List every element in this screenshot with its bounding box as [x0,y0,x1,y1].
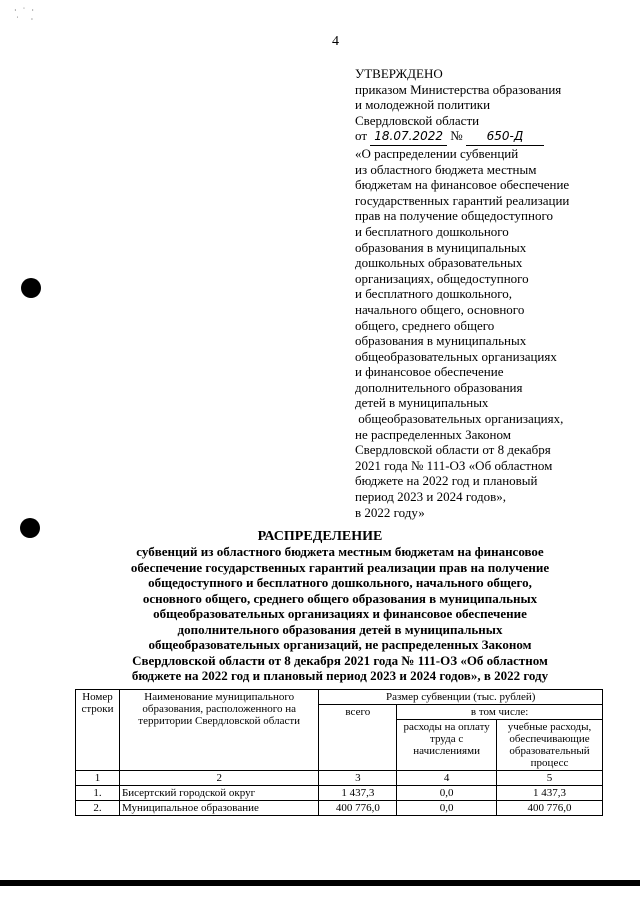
labor-value: 0,0 [397,801,497,816]
handwritten-date: 18.07.2022 [370,129,447,146]
order-title-line: и бесплатного дошкольного, [355,286,513,302]
header-row-number: Номер строки [76,690,120,771]
column-number: 3 [319,771,397,786]
date-prefix: от [355,128,368,144]
order-title-line: «О распределении субвенций [355,145,519,161]
table-row [76,786,603,801]
header-municipality: Наименование муниципального образования, расположенного на территории Свердловской области [119,690,318,771]
order-title-line: не распределенных Законом [355,426,511,442]
document-subtitle [100,544,580,684]
educational-value: 400 776,0 [497,801,603,816]
page-number: 4 [332,34,339,49]
order-title-line: бюджете на 2022 год и плановый [355,473,538,489]
order-title-line: в 2022 году» [355,504,425,520]
subtitle-line: Свердловской области от 8 декабря 2021 года № 111-ОЗ «Об областном [132,652,548,668]
municipality-name: Бисертский городской округ [119,786,318,801]
column-number: 1 [76,771,120,786]
order-title-line: период 2023 и 2024 годов», [355,489,507,505]
order-title-line: образования в муниципальных [355,333,527,349]
subtitle-line: общеобразовательных организациях и финансовое обеспечение [153,606,527,621]
table-row [76,801,603,816]
header-labor-costs: расходы на оплату труда с начислениями [397,720,497,771]
approval-line: Свердловской области [355,112,480,128]
order-title-line: общеобразовательных организациях, [355,411,564,427]
order-title-line: 2021 года № 111-ОЗ «Об областном [355,457,553,473]
column-number: 4 [397,771,497,786]
approval-line: приказом Министерства образования [355,81,562,97]
order-title-line: и бесплатного дошкольного [355,223,509,239]
subtitle-line: субвенций из областного бюджета местным бюджетам на финансовое [136,544,544,559]
approval-heading: УТВЕРЖДЕНО [355,66,443,81]
subtitle-line: дополнительного образования детей в муниципальных [177,621,503,637]
subtitle-line: основного общего, среднего общего образования в муниципальных [142,590,538,606]
order-title-line: прав на получение общедоступного [355,208,553,224]
number-prefix: № [450,128,463,144]
order-title-line: детей в муниципальных [355,395,489,411]
table-header-row [76,690,603,705]
labor-value: 0,0 [397,786,497,801]
order-title-line: начального общего, основного [355,301,525,317]
total-value: 1 437,3 [319,786,397,801]
subtitle-line: общедоступного и бесплатного дошкольного, начального общего, [148,575,532,590]
approval-line: и молодежной политики [355,97,491,113]
approval-date-line [355,128,615,146]
approval-block [355,66,615,520]
order-title-line: общего, среднего общего [355,317,495,333]
header-total: всего [319,705,397,771]
column-number: 2 [119,771,318,786]
subtitle-line: обеспечение государственных гарантий реализации прав на получение [130,559,550,575]
subvention-distribution-table [75,689,603,816]
handwritten-order-number: 650-Д [466,129,544,146]
scan-specks: · ˙ · ˙ · [14,6,34,24]
row-number: 2. [76,801,120,816]
order-title-line: дополнительного образования [355,379,523,395]
subtitle-line: бюджете на 2022 год и плановый период 2023 и 2024 годов», в 2022 году [131,668,549,683]
order-title-line: бюджетам на финансовое обеспечение [355,177,570,193]
header-subvention-size: Размер субвенции (тыс. рублей) [319,690,603,705]
subtitle-line: общеобразовательных организаций, не распределенных Законом [148,637,532,652]
order-title-line: государственных гарантий реализации [355,192,570,208]
municipality-name: Муниципальное образование [119,801,318,816]
order-title-line: и финансовое обеспечение [355,364,504,380]
header-including: в том числе: [397,705,603,720]
educational-value: 1 437,3 [497,786,603,801]
order-title-line: общеобразовательных организациях [355,348,557,364]
order-title-line: образования в муниципальных [355,239,527,255]
header-educational-costs: учебные расходы, обеспечивающие образовательный процесс [497,720,603,771]
document-title: РАСПРЕДЕЛЕНИЕ [257,529,383,544]
punch-hole [21,278,41,298]
order-title-line: организациях, общедоступного [355,270,529,286]
column-number-row [76,771,603,786]
total-value: 400 776,0 [319,801,397,816]
column-number: 5 [497,771,603,786]
order-title-line: Свердловской области от 8 декабря [355,442,551,458]
row-number: 1. [76,786,120,801]
order-title-line: из областного бюджета местным [355,161,537,177]
scan-bottom-edge [0,880,640,886]
order-title-line: дошкольных образовательных [355,255,523,271]
